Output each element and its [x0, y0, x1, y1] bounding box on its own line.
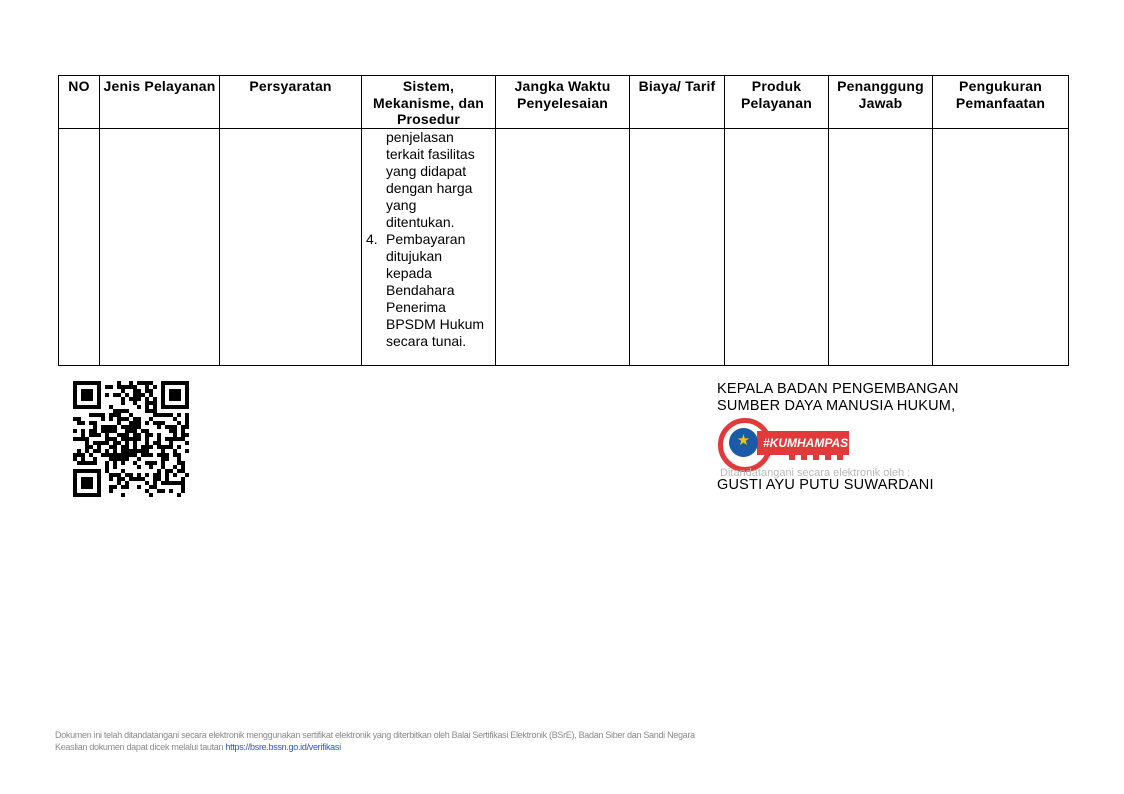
cell-pengukuran [933, 128, 1069, 365]
footer-line-2-prefix: Keaslian dokumen dapat dicek melalui tautan [55, 742, 224, 752]
cell-biaya [630, 128, 725, 365]
cell-produk [725, 128, 829, 365]
kumhampasti-logo [717, 418, 917, 480]
signed-by-label: Ditandatangani secara elektronik oleh : [720, 467, 911, 479]
procedure-item [362, 129, 495, 231]
footer-line-1: Dokumen ini telah ditandatangani secara elektronik menggunakan sertifikat elektronik yang diterbitkan oleh Balai Sertifikasi Elektronik (BSrE), Badan Siber dan Sandi Negara [55, 730, 695, 740]
cell-prosedur [362, 128, 496, 365]
procedure-item-text: Pembayaran ditujukan kepada Bendahara Penerima BPSDM Hukum secara tunai. [386, 230, 485, 349]
verification-link[interactable]: https://bsre.bssn.go.id/verifikasi [225, 742, 341, 752]
procedure-list [362, 129, 495, 350]
signer-title-line-2: SUMBER DAYA MANUSIA HUKUM, [717, 398, 956, 414]
cell-penanggung-jawab [829, 128, 933, 365]
col-header-jenis-pelayanan: Jenis Pelayanan [100, 76, 220, 129]
table-row [59, 128, 1069, 365]
col-header-pengukuran: Pengukuran Pemanfaatan [933, 76, 1069, 129]
col-header-produk: Produk Pelayanan [725, 76, 829, 129]
footer-line-2 [55, 741, 695, 753]
col-header-prosedur: Sistem, Mekanisme, dan Prosedur [362, 76, 496, 129]
cell-no [59, 128, 100, 365]
footer-note [55, 729, 695, 753]
logo-hashtag: #KUMHAMPASTI [763, 436, 859, 450]
cell-jenis-pelayanan [100, 128, 220, 365]
table-header-row [59, 76, 1069, 129]
cell-jangka-waktu [496, 128, 630, 365]
procedure-item-number: 4. [366, 230, 378, 247]
procedure-item [362, 231, 495, 350]
cell-persyaratan [220, 128, 362, 365]
col-header-penanggung-jawab: Penanggung Jawab [829, 76, 933, 129]
signer-name: GUSTI AYU PUTU SUWARDANI [717, 477, 934, 493]
kumham-emblem-icon: ★ [729, 428, 758, 457]
procedure-item-text: penjelasan terkait fasilitas yang didapat dengan harga yang ditentukan. [386, 128, 475, 230]
logo-key-bar [757, 431, 859, 455]
service-table [58, 75, 1069, 366]
signer-title-line-1: KEPALA BADAN PENGEMBANGAN [717, 381, 959, 397]
col-header-no: NO [59, 76, 100, 129]
qr-code-icon [73, 381, 189, 497]
col-header-jangka-waktu: Jangka Waktu Penyelesaian [496, 76, 630, 129]
signature-block [717, 381, 1057, 494]
col-header-persyaratan: Persyaratan [220, 76, 362, 129]
col-header-biaya: Biaya/ Tarif [630, 76, 725, 129]
